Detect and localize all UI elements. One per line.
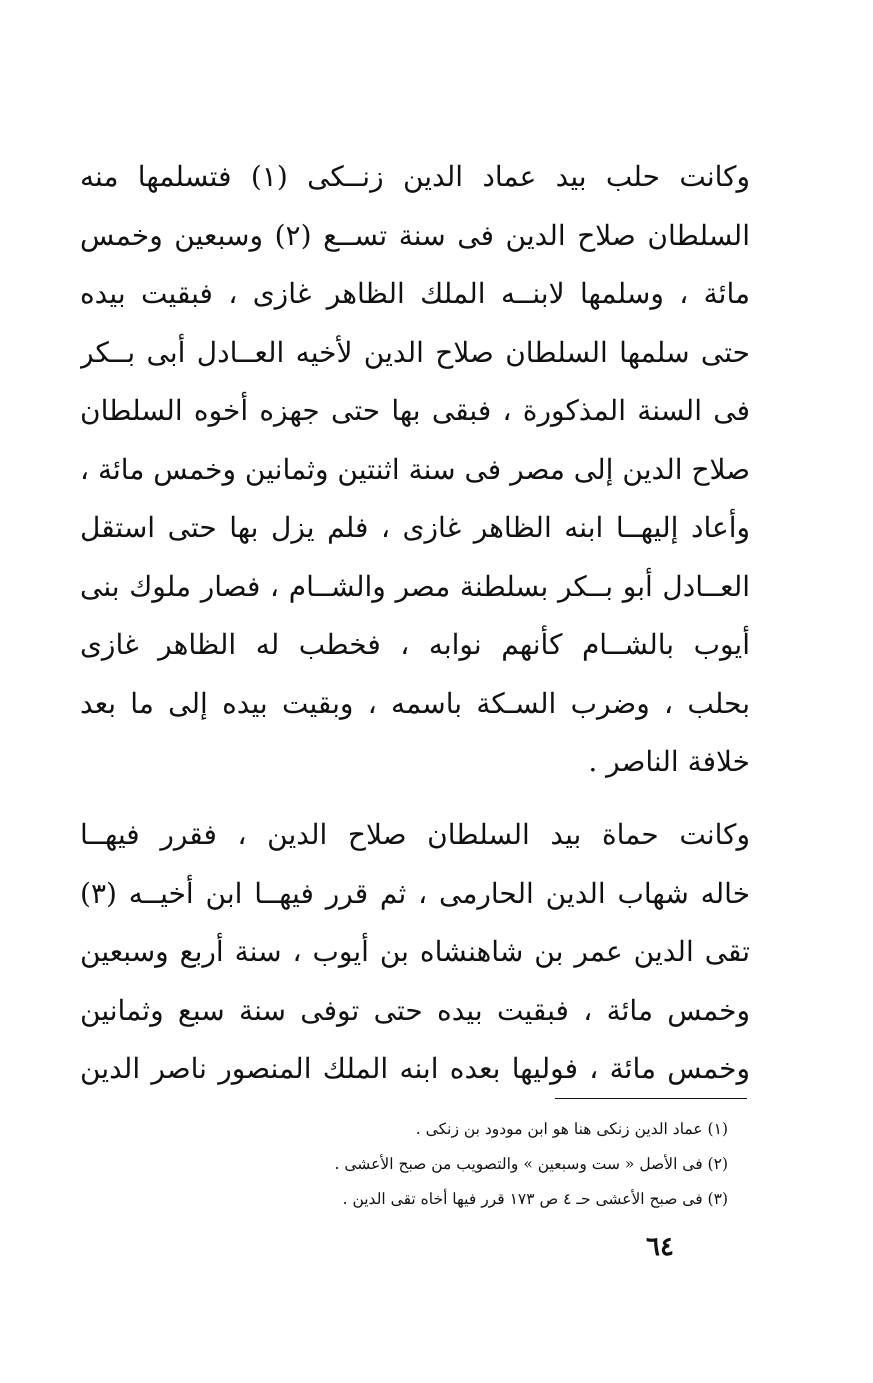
text-line: العــادل أبو بــكر بسلطنة مصر والشــام ، فصار ملوك بنى [80,569,750,603]
text-line: تقى الدين عمر بن شاهنشاه بن أيوب ، سنة أربع وسبعين [80,935,750,968]
text-line: بحلب ، وضرب السـكة باسمه ، وبقيت بيده إلى ما بعد [80,686,750,720]
page-number: ٦٤ [646,1232,674,1262]
footnote-3: (٣) فى صبح الأعشى حـ ٤ ص ١٧٣ قرر فيها أخاه تقى الدين . [342,1190,728,1208]
text-line: وكانت حلب بيد عماد الدين زنــكى (١) فتسلمها منه [80,160,750,193]
text-line: وخمس مائة ، فبقيت بيده حتى توفى سنة سبع وثمانين [80,993,750,1027]
text-line: خاله شهاب الدين الحارمى ، ثم قرر فيهــا ابن أخيــه (٣) [80,876,750,910]
text-line: وكانت حماة بيد السلطان صلاح الدين ، فقرر فيهــا [80,818,750,851]
text-line: حتى سلمها السلطان صلاح الدين لأخيه العــادل أبى بــكر [80,335,750,369]
paragraph-aleppo [80,148,750,792]
footnote-separator [555,1098,747,1099]
text-line: مائة ، وسلمها لابنــه الملك الظاهر غازى ، فبقيت بيده [80,277,750,310]
footnote-2: (٢) فى الأصل « ست وسبعين » والتصويب من صبح الأعشى . [334,1155,728,1173]
text-line: السلطان صلاح الدين فى سنة تســع (٢) وسبعين وخمس [80,218,750,252]
text-line: فى السنة المذكورة ، فبقى بها حتى جهزه أخوه السلطان [80,394,750,427]
text-line: أيوب بالشــام كأنهم نوابه ، فخطب له الظاهر غازى [80,628,750,661]
text-line: وخمس مائة ، فوليها بعده ابنه الملك المنصور ناصر الدين [80,1052,750,1085]
paragraph-hama [80,806,750,1099]
footnote-1: (١) عماد الدين زنكى هنا هو ابن مودود بن زنكى . [415,1120,728,1138]
text-line: صلاح الدين إلى مصر فى سنة اثنتين وثمانين وخمس مائة ، [80,452,750,486]
footnotes [120,1112,728,1217]
text-line: خلافة الناصر . [588,745,750,778]
text-line: وأعاد إليهــا ابنه الظاهر غازى ، فلم يزل بها حتى استقل [80,511,750,544]
